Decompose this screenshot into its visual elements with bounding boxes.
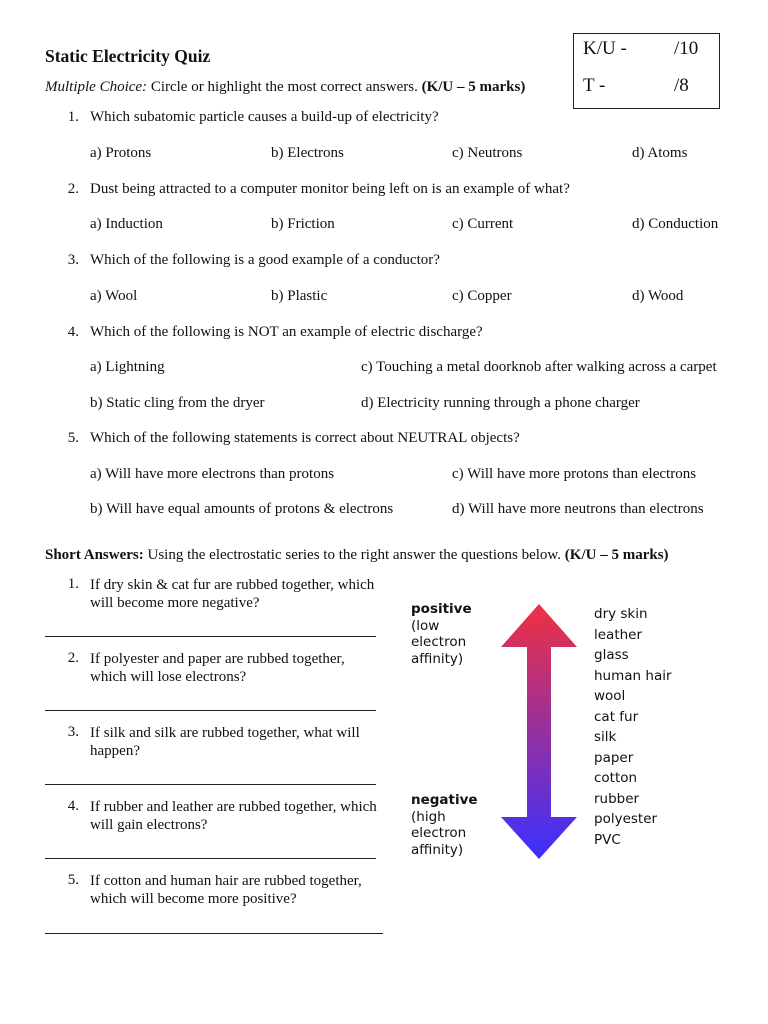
question-number: 2. — [67, 181, 79, 197]
negative-sub-line: (high — [411, 808, 446, 825]
short-question-number: 4. — [67, 798, 79, 814]
answer-line[interactable] — [45, 784, 376, 785]
answer-line[interactable] — [45, 710, 376, 711]
series-item: human hair — [594, 667, 672, 684]
answer-line[interactable] — [45, 933, 383, 934]
answer-option[interactable]: a) Wool — [90, 288, 138, 304]
short-question-text — [90, 872, 362, 908]
series-item: cotton — [594, 770, 638, 786]
answer-option[interactable]: b) Friction — [271, 216, 335, 232]
instructions-text: Circle or highlight the most correct answers. — [147, 79, 422, 95]
short-question-line: If cotton and human hair are rubbed together, — [90, 873, 362, 889]
series-item: leather — [594, 626, 643, 643]
short-question-line: If rubber and leather are rubbed together, which — [90, 799, 377, 815]
answer-option[interactable]: b) Plastic — [271, 288, 328, 304]
short-question-line: If polyester and paper are rubbed together, — [90, 651, 345, 667]
question-text: Which subatomic particle causes a build-up of electricity? — [90, 109, 439, 125]
series-item: dry skin — [594, 606, 648, 622]
negative-sub-line: electron — [411, 825, 467, 841]
short-answer-instructions — [45, 547, 669, 564]
answer-option[interactable]: a) Lightning — [90, 359, 165, 375]
double-arrow-icon — [500, 604, 578, 860]
question-number: 3. — [67, 252, 79, 268]
multiple-choice-label: Multiple Choice: — [45, 79, 148, 95]
positive-title: positive — [411, 601, 472, 617]
series-item: paper — [594, 749, 634, 766]
series-item: polyester — [594, 811, 658, 827]
short-question-line: If silk and silk are rubbed together, what will — [90, 725, 360, 741]
answer-option[interactable]: a) Induction — [90, 216, 163, 232]
short-question-number: 2. — [67, 650, 79, 666]
negative-title: negative — [411, 792, 478, 808]
answer-option[interactable]: c) Current — [452, 216, 514, 232]
question-text: Which of the following statements is correct about NEUTRAL objects? — [90, 430, 520, 446]
answer-line[interactable] — [45, 636, 376, 637]
short-question-number: 3. — [67, 724, 79, 740]
short-question-text — [90, 798, 377, 834]
negative-label — [411, 792, 478, 858]
series-item: PVC — [594, 831, 621, 848]
short-question-line: which will lose electrons? — [90, 669, 247, 685]
answer-option[interactable]: d) Electricity running through a phone charger — [361, 395, 640, 411]
question-text: Which of the following is NOT an example of electric discharge? — [90, 324, 483, 340]
answer-option[interactable]: b) Electrons — [271, 145, 344, 161]
score-box — [573, 33, 720, 109]
answer-option[interactable]: d) Wood — [632, 288, 684, 304]
short-question-line: If dry skin & cat fur are rubbed together, which — [90, 577, 375, 593]
series-item: wool — [594, 688, 626, 704]
question-number: 1. — [67, 109, 79, 125]
short-question-line: will become more negative? — [90, 595, 260, 611]
series-item: cat fur — [594, 708, 639, 725]
answer-option[interactable]: c) Copper — [452, 288, 512, 304]
answer-option[interactable]: c) Touching a metal doorknob after walking across a carpet — [361, 359, 717, 375]
short-question-line: happen? — [90, 743, 140, 759]
series-item: rubber — [594, 790, 640, 807]
short-question-number: 5. — [67, 872, 79, 888]
short-question-text — [90, 576, 374, 612]
answer-line[interactable] — [45, 858, 376, 859]
series-item: silk — [594, 729, 617, 745]
question-text: Which of the following is a good example of a conductor? — [90, 252, 440, 268]
answer-option[interactable]: b) Static cling from the dryer — [90, 395, 265, 411]
answer-option[interactable]: d) Conduction — [632, 216, 719, 232]
marks-label: (K/U – 5 marks) — [421, 79, 526, 95]
quiz-title: Static Electricity Quiz — [45, 46, 211, 66]
question-number: 4. — [67, 324, 79, 340]
question-text: Dust being attracted to a computer monitor being left on is an example of what? — [90, 181, 570, 197]
multiple-choice-instructions — [45, 79, 525, 96]
negative-sub-line: affinity) — [411, 841, 464, 858]
ku-score-label: K/U - — [583, 38, 627, 59]
positive-sub-line: (low — [411, 617, 440, 634]
answer-option[interactable]: c) Will have more protons than electrons — [452, 466, 697, 482]
answer-option[interactable]: b) Will have equal amounts of protons & electrons — [90, 501, 394, 517]
ku-score-value: /10 — [674, 38, 699, 59]
positive-sub-line: affinity) — [411, 650, 464, 667]
short-question-line: will gain electrons? — [90, 817, 208, 833]
short-question-text — [90, 650, 345, 686]
series-item: glass — [594, 647, 629, 663]
positive-label — [411, 601, 472, 667]
short-question-line: which will become more positive? — [90, 891, 297, 907]
short-answer-marks: (K/U – 5 marks) — [564, 547, 669, 563]
short-answer-label: Short Answers: — [45, 547, 144, 563]
t-score-label: T - — [583, 75, 606, 96]
short-question-text — [90, 724, 360, 760]
short-answer-text: Using the electrostatic series to the right answer the questions below. — [143, 547, 565, 563]
answer-option[interactable]: a) Protons — [90, 145, 152, 161]
t-score-value: /8 — [674, 75, 689, 96]
question-number: 5. — [67, 430, 79, 446]
positive-sub-line: electron — [411, 634, 467, 650]
answer-option[interactable]: d) Will have more neutrons than electrons — [452, 501, 704, 517]
answer-option[interactable]: d) Atoms — [632, 145, 688, 161]
answer-option[interactable]: a) Will have more electrons than protons — [90, 466, 335, 482]
short-question-number: 1. — [67, 576, 79, 592]
answer-option[interactable]: c) Neutrons — [452, 145, 523, 161]
